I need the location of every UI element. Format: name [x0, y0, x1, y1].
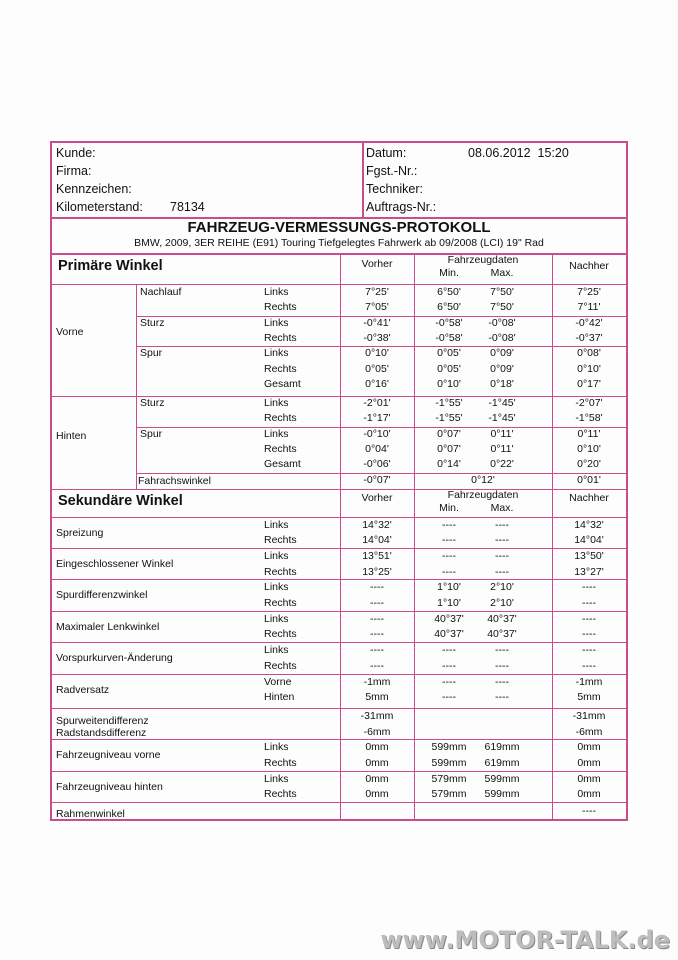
- primary-min-value: 0°05': [437, 362, 461, 375]
- secondary-nachher-value: -6mm: [575, 725, 603, 738]
- secondary-vorher-value: 13°25': [362, 565, 392, 578]
- datum-label: Datum:: [366, 146, 407, 160]
- km-label: Kilometerstand:: [56, 200, 143, 214]
- secondary-min-value: 1°10': [437, 581, 461, 594]
- secondary-vorher-value: 5mm: [365, 691, 389, 704]
- secondary-min-value: 579mm: [431, 788, 467, 801]
- secondary-col-fz: Fahrzeugdaten: [447, 488, 519, 501]
- secondary-max-value: 2°10': [490, 581, 514, 594]
- primary-nachher-value: 0°17': [577, 377, 601, 390]
- secondary-nachher-value: 14°32': [574, 518, 604, 531]
- primary-nachher-value: 0°10': [577, 443, 601, 455]
- primary-max-value: 7°50': [490, 301, 514, 314]
- secondary-nachher-value: -1mm: [575, 675, 603, 688]
- secondary-vorher-value: 13°51': [362, 550, 392, 562]
- primary-vorher-value: -0°38': [363, 331, 391, 344]
- vorne-label: Vorne: [56, 326, 84, 338]
- primary-nachher-value: 7°11': [577, 301, 601, 314]
- secondary-nachher-value: 13°50': [574, 550, 604, 562]
- primary-nachher-value: -0°37': [575, 331, 603, 344]
- fahrachs-label: Fahrachswinkel: [138, 474, 211, 487]
- secondary-vorher-value: -6mm: [363, 725, 391, 738]
- primary-group-label: Nachlauf: [140, 286, 182, 298]
- secondary-nachher-value: 14°04': [574, 534, 604, 547]
- secondary-min-value: ----: [442, 659, 456, 672]
- primary-min-value: 0°10': [437, 377, 461, 390]
- secondary-side-label: Vorne: [264, 675, 292, 688]
- secondary-group-label: Radversatz: [56, 683, 110, 696]
- primary-min-value: -0°58': [435, 316, 463, 329]
- secondary-vorher-value: 0mm: [365, 788, 389, 801]
- primary-nachher-value: -2°07': [575, 397, 603, 410]
- secondary-min-value: 40°37': [434, 628, 464, 641]
- secondary-max-value: 40°37': [487, 612, 517, 625]
- primary-max-value: 0°09': [490, 347, 514, 360]
- secondary-max-value: ----: [495, 644, 509, 657]
- primary-vorher-value: 0°04': [365, 443, 389, 455]
- secondary-group-label: Maximaler Lenkwinkel: [56, 620, 160, 633]
- secondary-side-label: Rechts: [264, 628, 297, 641]
- rahmenwinkel-label: Rahmenwinkel: [56, 808, 125, 821]
- secondary-min-value: 599mm: [431, 756, 467, 769]
- primary-vorher-value: -1°17': [363, 412, 391, 425]
- datum-value: 08.06.2012 15:20: [468, 146, 569, 160]
- secondary-max-value: ----: [495, 565, 509, 578]
- vehicle-subtitle: BMW, 2009, 3ER REIHE (E91) Touring Tiefgelegtes Fahrwerk ab 09/2008 (LCI) 19" Rad: [134, 237, 544, 249]
- secondary-side-label: Links: [264, 612, 289, 625]
- secondary-nachher-value: ----: [582, 628, 596, 641]
- secondary-max-value: 599mm: [484, 788, 520, 801]
- primary-max-value: -1°45': [488, 412, 516, 425]
- secondary-max-value: ----: [495, 518, 509, 531]
- primary-max-value: 0°18': [490, 377, 514, 390]
- primary-group-label: Sturz: [140, 316, 165, 329]
- secondary-vorher-value: 0mm: [365, 756, 389, 769]
- secondary-min-value: 40°37': [434, 612, 464, 625]
- secondary-vorher-value: ----: [370, 644, 384, 657]
- primary-side-label: Rechts: [264, 362, 297, 375]
- secondary-group-label: Vorspurkurven-Änderung: [56, 652, 173, 665]
- secondary-nachher-value: ----: [582, 596, 596, 609]
- primary-max-value: -0°08': [488, 331, 516, 344]
- primary-side-label: Rechts: [264, 331, 297, 344]
- watermark: www.MOTOR-TALK.de: [380, 926, 670, 954]
- secondary-vorher-value: -1mm: [363, 675, 391, 688]
- secondary-side-label: Rechts: [264, 565, 297, 578]
- secondary-min-value: 1°10': [437, 596, 461, 609]
- secondary-col-min: Min.: [439, 501, 459, 514]
- secondary-min-value: ----: [442, 565, 456, 578]
- secondary-group-label: Spurdifferenzwinkel: [56, 589, 148, 602]
- secondary-vorher-value: -31mm: [360, 710, 394, 722]
- primary-group-label: Spur: [140, 347, 163, 360]
- secondary-side-label: Links: [264, 518, 289, 531]
- primary-col-vorher: Vorher: [361, 258, 393, 270]
- fgst-label: Fgst.-Nr.:: [366, 164, 418, 178]
- primary-min-value: -1°55': [435, 397, 463, 410]
- secondary-nachher-value: 0mm: [577, 756, 601, 769]
- primary-max-value: 7°50': [490, 286, 514, 298]
- secondary-group-label: Eingeschlossener Winkel: [56, 558, 174, 570]
- secondary-side-label: Links: [264, 550, 289, 562]
- primary-min-value: 0°07': [437, 443, 461, 455]
- secondary-vorher-value: ----: [370, 596, 384, 609]
- primary-vorher-value: -0°06': [363, 458, 391, 471]
- secondary-heading: Sekundäre Winkel: [58, 492, 183, 509]
- rahmenwinkel-nachher: ----: [582, 805, 596, 818]
- hinten-label: Hinten: [56, 430, 87, 442]
- primary-col-min: Min.: [439, 267, 459, 279]
- secondary-min-value: ----: [442, 691, 456, 704]
- primary-side-label: Links: [264, 347, 289, 360]
- secondary-vorher-value: ----: [370, 628, 384, 641]
- protocol-sheet: [50, 141, 628, 821]
- primary-max-value: 0°11': [490, 443, 514, 455]
- secondary-col-nachher: Nachher: [569, 491, 609, 504]
- secondary-vorher-value: 0mm: [365, 772, 389, 785]
- primary-max-value: -0°08': [488, 316, 516, 329]
- fahrachs-fz: 0°12': [471, 473, 495, 486]
- secondary-side-label: Links: [264, 644, 289, 657]
- fahrachs-nachher: 0°01': [577, 473, 601, 486]
- secondary-col-vorher: Vorher: [361, 491, 393, 504]
- primary-vorher-value: -0°10': [363, 427, 391, 440]
- secondary-vorher-value: ----: [370, 659, 384, 672]
- primary-group-label: Sturz: [140, 397, 165, 410]
- secondary-max-value: 619mm: [484, 756, 520, 769]
- secondary-nachher-value: ----: [582, 659, 596, 672]
- primary-max-value: 0°09': [490, 362, 514, 375]
- primary-min-value: -1°55': [435, 412, 463, 425]
- kennzeichen-label: Kennzeichen:: [56, 182, 132, 196]
- primary-col-nachher: Nachher: [569, 260, 609, 272]
- primary-min-value: -0°58': [435, 331, 463, 344]
- secondary-min-value: ----: [442, 550, 456, 562]
- primary-col-max: Max.: [490, 267, 514, 279]
- secondary-max-value: ----: [495, 550, 509, 562]
- secondary-side-label: Hinten: [264, 691, 295, 704]
- page-title: FAHRZEUG-VERMESSUNGS-PROTOKOLL: [187, 219, 491, 236]
- secondary-max-value: ----: [495, 659, 509, 672]
- primary-side-label: Links: [264, 316, 289, 329]
- secondary-max-value: 599mm: [484, 772, 520, 785]
- auftrag-label: Auftrags-Nr.:: [366, 200, 437, 214]
- fahrachs-vorher: -0°07': [363, 473, 391, 486]
- secondary-side-label: Links: [264, 741, 289, 754]
- secondary-min-value: ----: [442, 534, 456, 547]
- secondary-side-label: Links: [264, 772, 289, 785]
- secondary-group-label: Fahrzeugniveau vorne: [56, 749, 161, 762]
- primary-side-label: Rechts: [264, 443, 297, 455]
- secondary-max-value: ----: [495, 675, 509, 688]
- primary-min-value: 0°14': [437, 458, 461, 471]
- secondary-nachher-value: 0mm: [577, 741, 601, 754]
- primary-heading: Primäre Winkel: [58, 258, 163, 274]
- primary-max-value: 0°22': [490, 458, 514, 471]
- primary-max-value: 0°11': [490, 427, 514, 440]
- primary-side-label: Links: [264, 397, 289, 410]
- secondary-nachher-value: 13°27': [574, 565, 604, 578]
- secondary-vorher-value: 0mm: [365, 741, 389, 754]
- primary-min-value: 6°50': [437, 301, 461, 314]
- primary-side-label: Rechts: [264, 301, 297, 314]
- primary-vorher-value: 7°05': [365, 301, 389, 314]
- primary-vorher-value: 7°25': [365, 286, 389, 298]
- primary-side-label: Links: [264, 427, 289, 440]
- kunde-label: Kunde:: [56, 146, 96, 160]
- secondary-nachher-value: ----: [582, 644, 596, 657]
- secondary-nachher-value: ----: [582, 612, 596, 625]
- techniker-label: Techniker:: [366, 182, 423, 196]
- primary-max-value: -1°45': [488, 397, 516, 410]
- secondary-group-label-2: Radstandsdifferenz: [56, 727, 147, 739]
- secondary-vorher-value: 14°32': [362, 518, 392, 531]
- primary-nachher-value: 0°08': [577, 347, 601, 360]
- primary-nachher-value: -0°42': [575, 316, 603, 329]
- secondary-nachher-value: ----: [582, 581, 596, 594]
- primary-min-value: 6°50': [437, 286, 461, 298]
- primary-side-label: Gesamt: [264, 458, 301, 471]
- secondary-min-value: 579mm: [431, 772, 467, 785]
- primary-vorher-value: 0°16': [365, 377, 389, 390]
- primary-nachher-value: 0°20': [577, 458, 601, 471]
- primary-vorher-value: 0°05': [365, 362, 389, 375]
- km-value: 78134: [170, 200, 205, 214]
- primary-group-label: Spur: [140, 427, 163, 440]
- primary-nachher-value: -1°58': [575, 412, 603, 425]
- primary-min-value: 0°05': [437, 347, 461, 360]
- secondary-min-value: ----: [442, 644, 456, 657]
- secondary-side-label: Links: [264, 581, 289, 594]
- secondary-vorher-value: ----: [370, 581, 384, 594]
- secondary-max-value: 2°10': [490, 596, 514, 609]
- secondary-vorher-value: ----: [370, 612, 384, 625]
- secondary-side-label: Rechts: [264, 756, 297, 769]
- secondary-side-label: Rechts: [264, 534, 297, 547]
- secondary-col-max: Max.: [490, 501, 514, 514]
- secondary-nachher-value: 5mm: [577, 691, 601, 704]
- secondary-max-value: ----: [495, 534, 509, 547]
- header-block: [52, 143, 626, 219]
- primary-vorher-value: -2°01': [363, 397, 391, 410]
- secondary-max-value: 619mm: [484, 741, 520, 754]
- primary-side-label: Links: [264, 286, 289, 298]
- secondary-min-value: ----: [442, 518, 456, 531]
- secondary-group-label: Spurweitendifferenz: [56, 715, 149, 727]
- secondary-nachher-value: -31mm: [572, 710, 606, 722]
- secondary-max-value: ----: [495, 691, 509, 704]
- primary-nachher-value: 7°25': [577, 286, 601, 298]
- primary-vorher-value: -0°41': [363, 316, 391, 329]
- secondary-vorher-value: 14°04': [362, 534, 392, 547]
- secondary-min-value: ----: [442, 675, 456, 688]
- secondary-group-label: Spreizung: [56, 526, 104, 539]
- primary-nachher-value: 0°10': [577, 362, 601, 375]
- primary-side-label: Gesamt: [264, 377, 301, 390]
- secondary-min-value: 599mm: [431, 741, 467, 754]
- primary-vorher-value: 0°10': [365, 347, 389, 360]
- primary-nachher-value: 0°11': [577, 427, 601, 440]
- secondary-max-value: 40°37': [487, 628, 517, 641]
- secondary-group-label: Fahrzeugniveau hinten: [56, 780, 163, 793]
- primary-min-value: 0°07': [437, 427, 461, 440]
- secondary-side-label: Rechts: [264, 788, 297, 801]
- primary-side-label: Rechts: [264, 412, 297, 425]
- secondary-nachher-value: 0mm: [577, 772, 601, 785]
- secondary-side-label: Rechts: [264, 659, 297, 672]
- primary-col-fz: Fahrzeugdaten: [447, 254, 519, 266]
- secondary-nachher-value: 0mm: [577, 788, 601, 801]
- firma-label: Firma:: [56, 164, 92, 178]
- secondary-side-label: Rechts: [264, 596, 297, 609]
